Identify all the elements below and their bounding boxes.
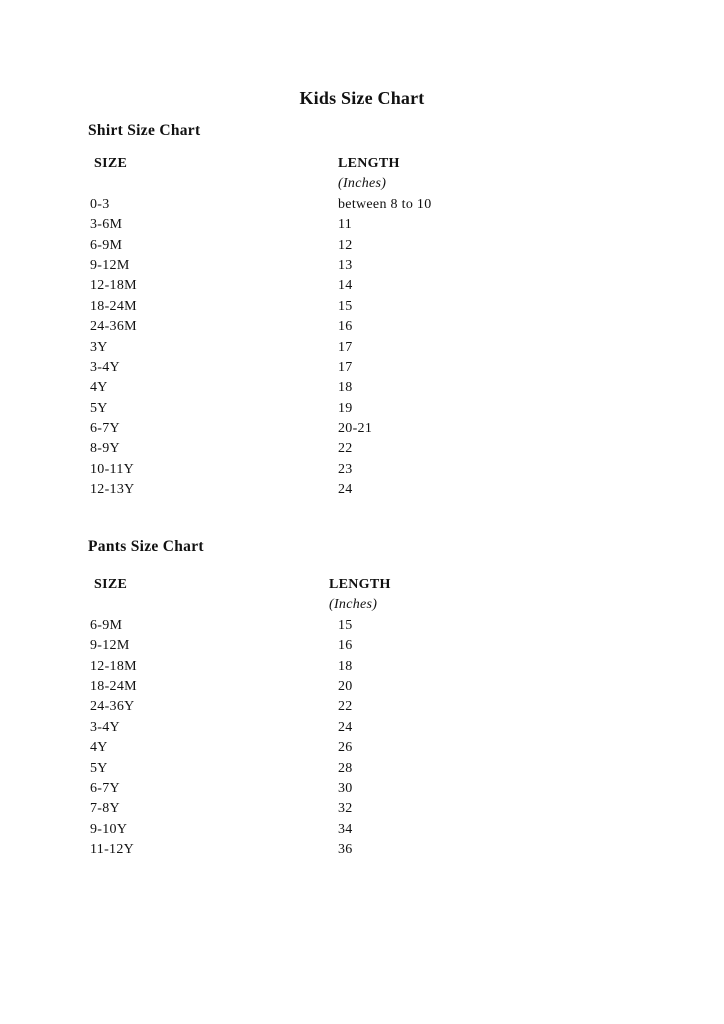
size-cell: 12-13Y: [90, 482, 135, 498]
size-cell: 9-12M: [90, 638, 130, 654]
size-cell: 12-18M: [90, 278, 137, 294]
size-cell: 5Y: [90, 760, 108, 776]
shirt-section-heading: Shirt Size Chart: [88, 122, 201, 139]
length-cell: 18: [338, 658, 353, 674]
pants-section-heading: Pants Size Chart: [88, 538, 204, 555]
size-cell: 6-7Y: [90, 421, 120, 437]
length-cell: 11: [338, 217, 353, 233]
length-cell: 26: [338, 740, 353, 756]
length-unit-label: (Inches): [329, 597, 378, 613]
length-column-header: LENGTH: [329, 577, 391, 592]
size-cell: 11-12Y: [90, 842, 135, 858]
length-column-header: LENGTH: [338, 156, 400, 171]
length-cell: 16: [338, 319, 353, 335]
length-cell: 20-21: [338, 421, 373, 437]
size-cell: 7-8Y: [90, 801, 120, 817]
size-cell: 10-11Y: [90, 461, 135, 477]
size-cell: 8-9Y: [90, 441, 120, 457]
size-cell: 5Y: [90, 400, 108, 416]
size-cell: 3Y: [90, 339, 108, 355]
size-cell: 9-12M: [90, 257, 130, 273]
length-cell: 15: [338, 298, 353, 314]
length-cell: 22: [338, 699, 353, 715]
size-cell: 9-10Y: [90, 821, 128, 837]
size-cell: 3-6M: [90, 217, 123, 233]
length-cell: 16: [338, 638, 353, 654]
length-unit-label: (Inches): [338, 176, 387, 192]
size-cell: 6-7Y: [90, 780, 120, 796]
size-column-header: SIZE: [94, 156, 128, 171]
length-cell: 30: [338, 780, 353, 796]
size-cell: 24-36Y: [90, 699, 135, 715]
length-cell: 36: [338, 842, 353, 858]
size-cell: 3-4Y: [90, 719, 120, 735]
size-cell: 4Y: [90, 380, 108, 396]
length-cell: 23: [338, 461, 353, 477]
length-cell: 18: [338, 380, 353, 396]
length-cell: 20: [338, 678, 353, 694]
size-cell: 6-9M: [90, 237, 123, 253]
length-cell: 12: [338, 237, 353, 253]
length-cell: 22: [338, 441, 353, 457]
length-cell: 24: [338, 482, 353, 498]
size-cell: 24-36M: [90, 319, 137, 335]
size-cell: 12-18M: [90, 658, 137, 674]
length-cell: 13: [338, 257, 353, 273]
length-cell: 34: [338, 821, 353, 837]
length-cell: between 8 to 10: [338, 196, 432, 212]
length-cell: 32: [338, 801, 353, 817]
size-column-header: SIZE: [94, 577, 128, 592]
length-cell: 14: [338, 278, 353, 294]
size-cell: 0-3: [90, 196, 110, 212]
size-cell: 18-24M: [90, 298, 137, 314]
size-cell: 6-9M: [90, 617, 123, 633]
length-cell: 15: [338, 617, 353, 633]
size-cell: 18-24M: [90, 678, 137, 694]
length-cell: 17: [338, 359, 353, 375]
size-cell: 3-4Y: [90, 359, 120, 375]
length-cell: 24: [338, 719, 353, 735]
length-cell: 19: [338, 400, 353, 416]
length-cell: 17: [338, 339, 353, 355]
page-title: Kids Size Chart: [299, 88, 425, 108]
length-cell: 28: [338, 760, 353, 776]
size-cell: 4Y: [90, 740, 108, 756]
